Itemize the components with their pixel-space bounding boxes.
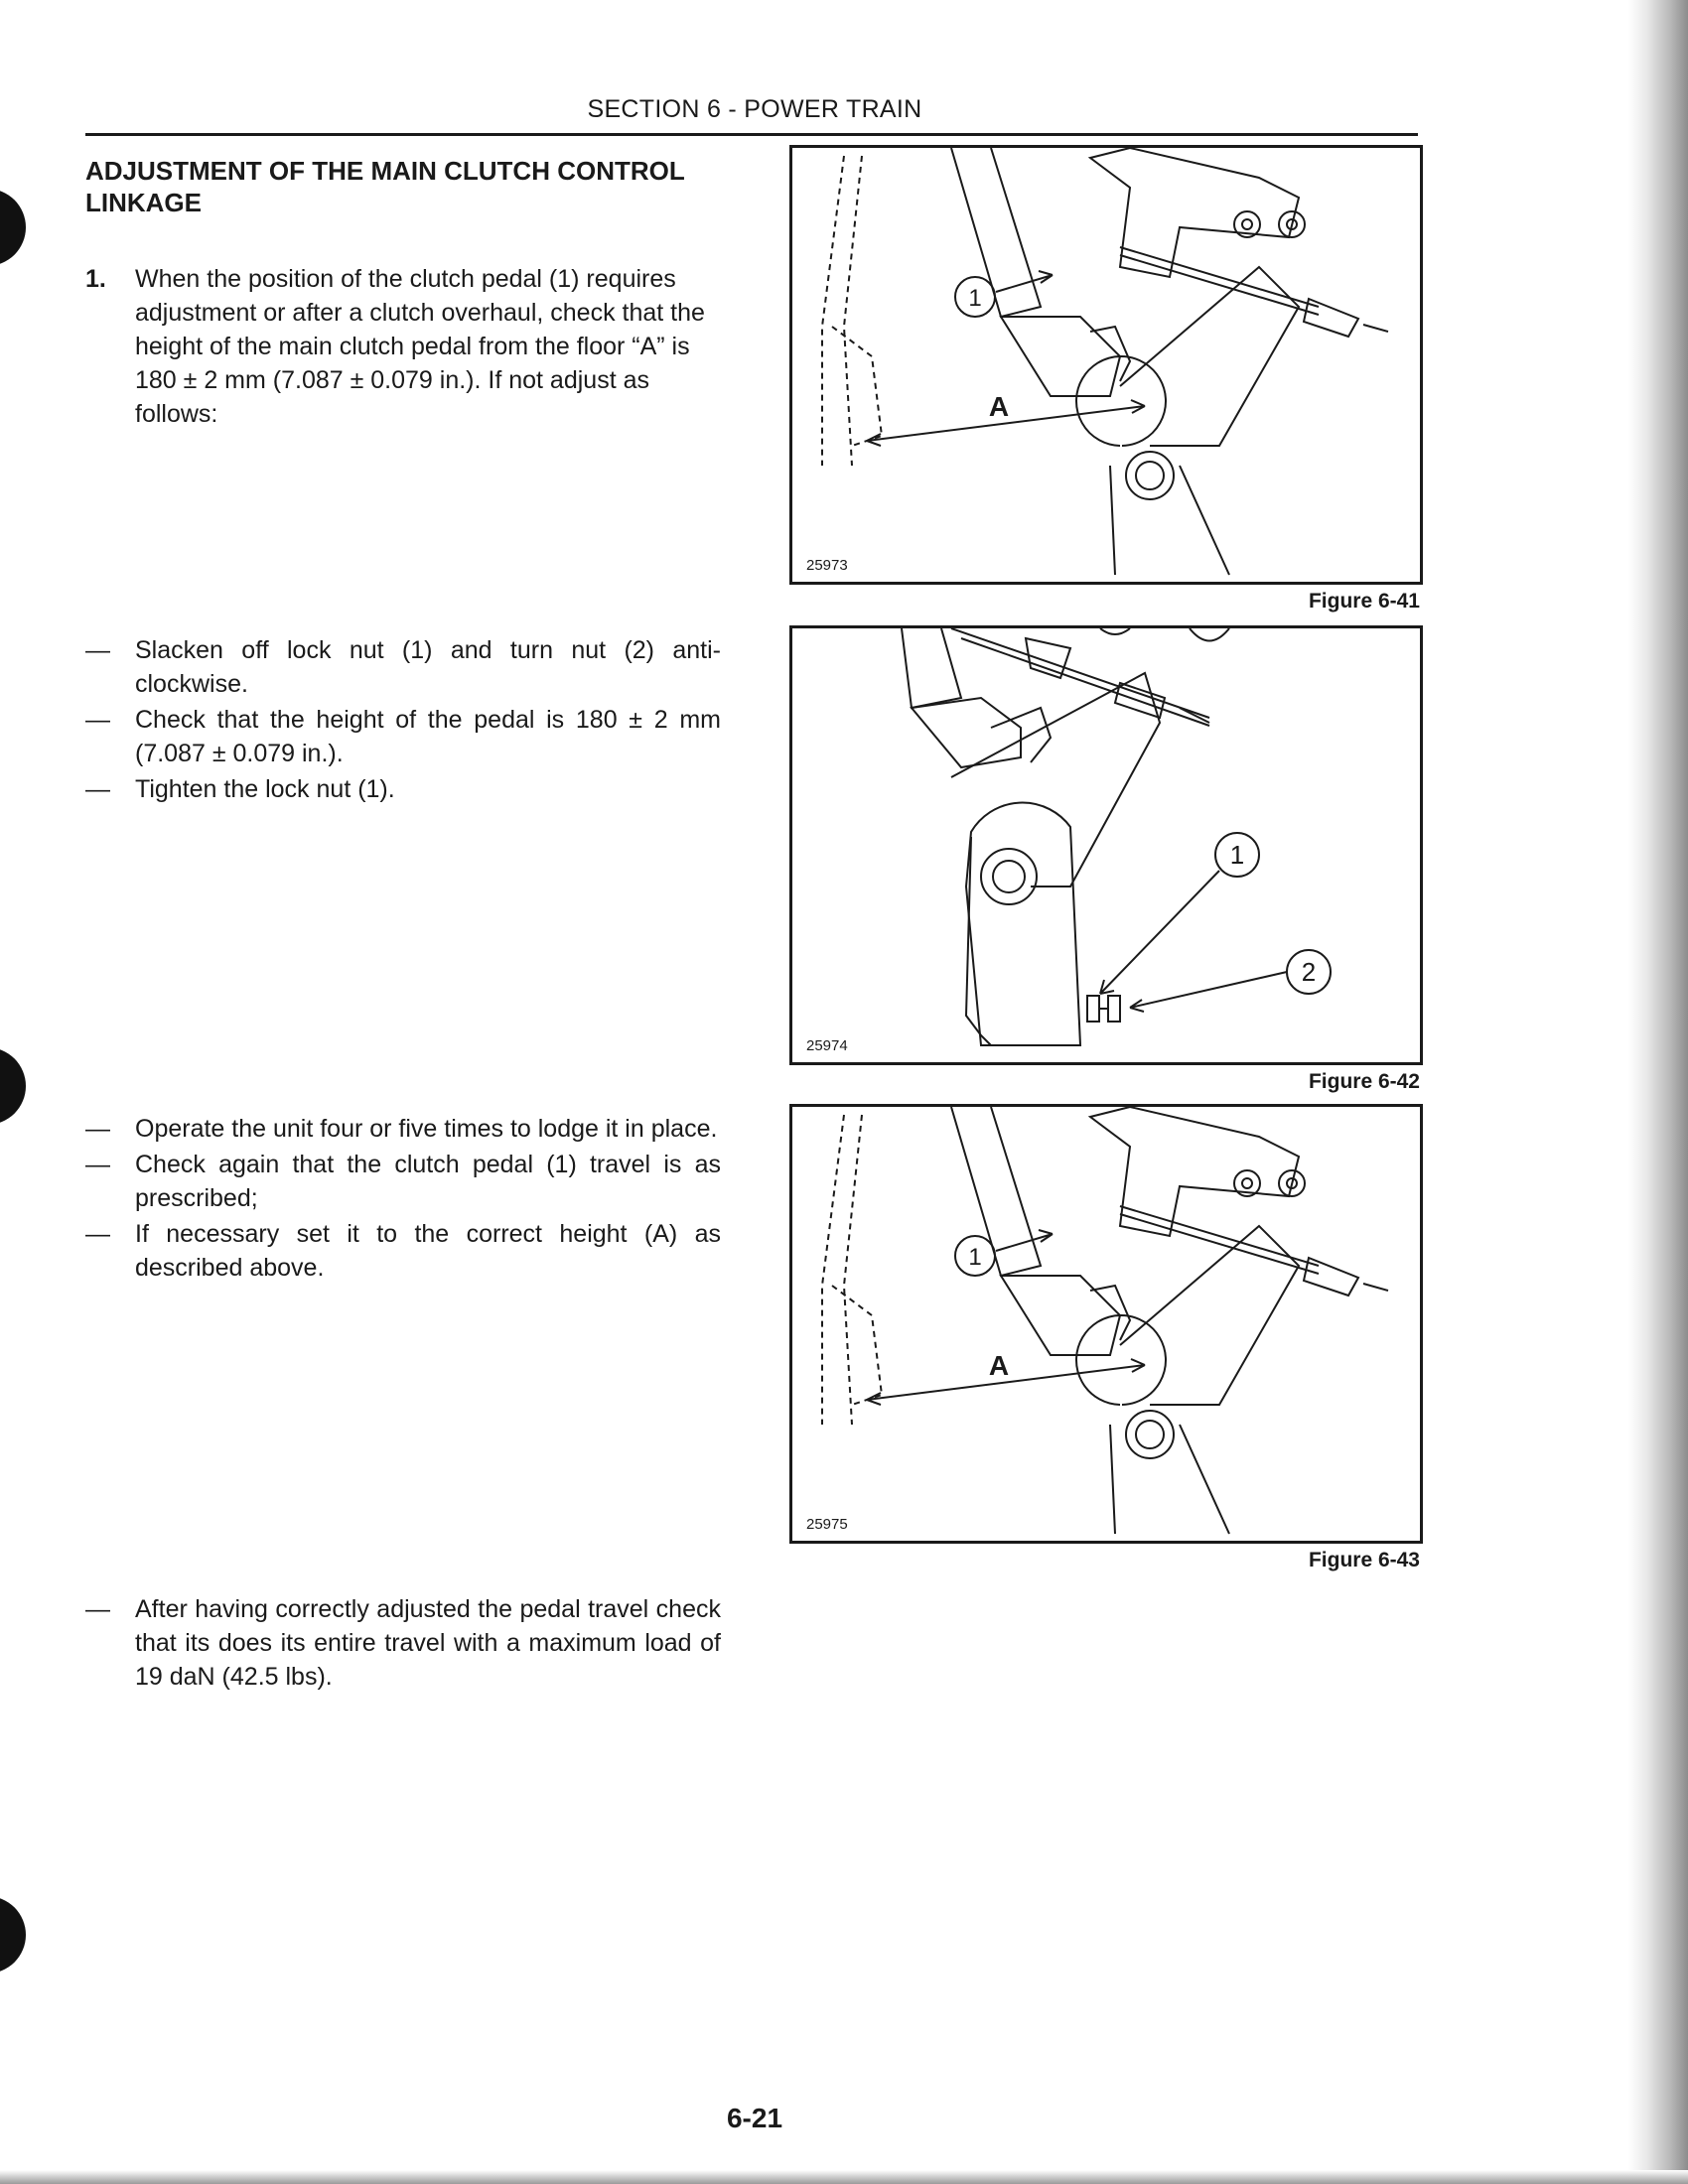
header-rule	[85, 133, 1418, 136]
figure-caption: Figure 6-42	[1308, 1070, 1420, 1093]
callout-1: 1	[968, 285, 982, 312]
binder-hole	[0, 1047, 26, 1125]
figure-6-42	[789, 625, 1423, 1065]
page-edge-shadow	[1628, 0, 1688, 2184]
list-item: — Check again that the clutch pedal (1) travel is as prescribed;	[85, 1151, 721, 1212]
step-number: 1.	[85, 265, 106, 293]
callout-2: 2	[1301, 957, 1317, 987]
step-text: When the position of the clutch pedal (1) requires adjustment or after a clutch overhaul, check that the height of the main clutch pedal from the floor “A” is 180 ± 2 mm (7.087 ± 0.079 in.). If not adjust as follows:	[135, 265, 705, 428]
figure-caption: Figure 6-41	[1308, 590, 1420, 613]
binder-hole	[0, 189, 26, 266]
figure-6-43	[789, 1104, 1423, 1544]
section-header: SECTION 6 - POWER TRAIN	[587, 95, 922, 123]
load-check-list	[85, 1592, 721, 1696]
clutch-pedal-height-illustration	[792, 148, 1420, 582]
lock-nut-illustration	[792, 628, 1420, 1062]
figure-id: 25974	[806, 1037, 848, 1054]
callout-1: 1	[968, 1244, 982, 1271]
callout-A: A	[988, 1350, 1010, 1381]
figure-id: 25975	[806, 1516, 848, 1533]
callout-A: A	[988, 391, 1010, 422]
list-item: — If necessary set it to the correct height (A) as described above.	[85, 1220, 721, 1282]
verification-steps-list	[85, 1112, 721, 1287]
page-number: 6-21	[726, 2103, 783, 2133]
figure-6-41	[789, 145, 1423, 585]
figure-caption: Figure 6-43	[1308, 1549, 1420, 1571]
clutch-pedal-check-illustration	[792, 1107, 1420, 1541]
section-heading: ADJUSTMENT OF THE MAIN CLUTCH CONTROL LINKAGE	[85, 156, 685, 217]
list-item: — After having correctly adjusted the pedal travel check that its does its entire travel with a maximum load of 19 daN (42.5 lbs).	[85, 1595, 721, 1691]
page-bottom-shadow	[0, 2170, 1688, 2184]
list-item: — Operate the unit four or five times to lodge it in place.	[85, 1115, 718, 1143]
list-item: — Slacken off lock nut (1) and turn nut (2) anti-clockwise.	[85, 636, 721, 698]
list-item: — Check that the height of the pedal is 180 ± 2 mm (7.087 ± 0.079 in.).	[85, 706, 721, 767]
callout-1: 1	[1229, 840, 1245, 870]
binder-hole	[0, 1896, 26, 1974]
list-item: — Tighten the lock nut (1).	[85, 775, 395, 803]
adjustment-steps-list	[85, 633, 721, 808]
figure-id: 25973	[806, 557, 848, 574]
step-1	[85, 262, 721, 431]
